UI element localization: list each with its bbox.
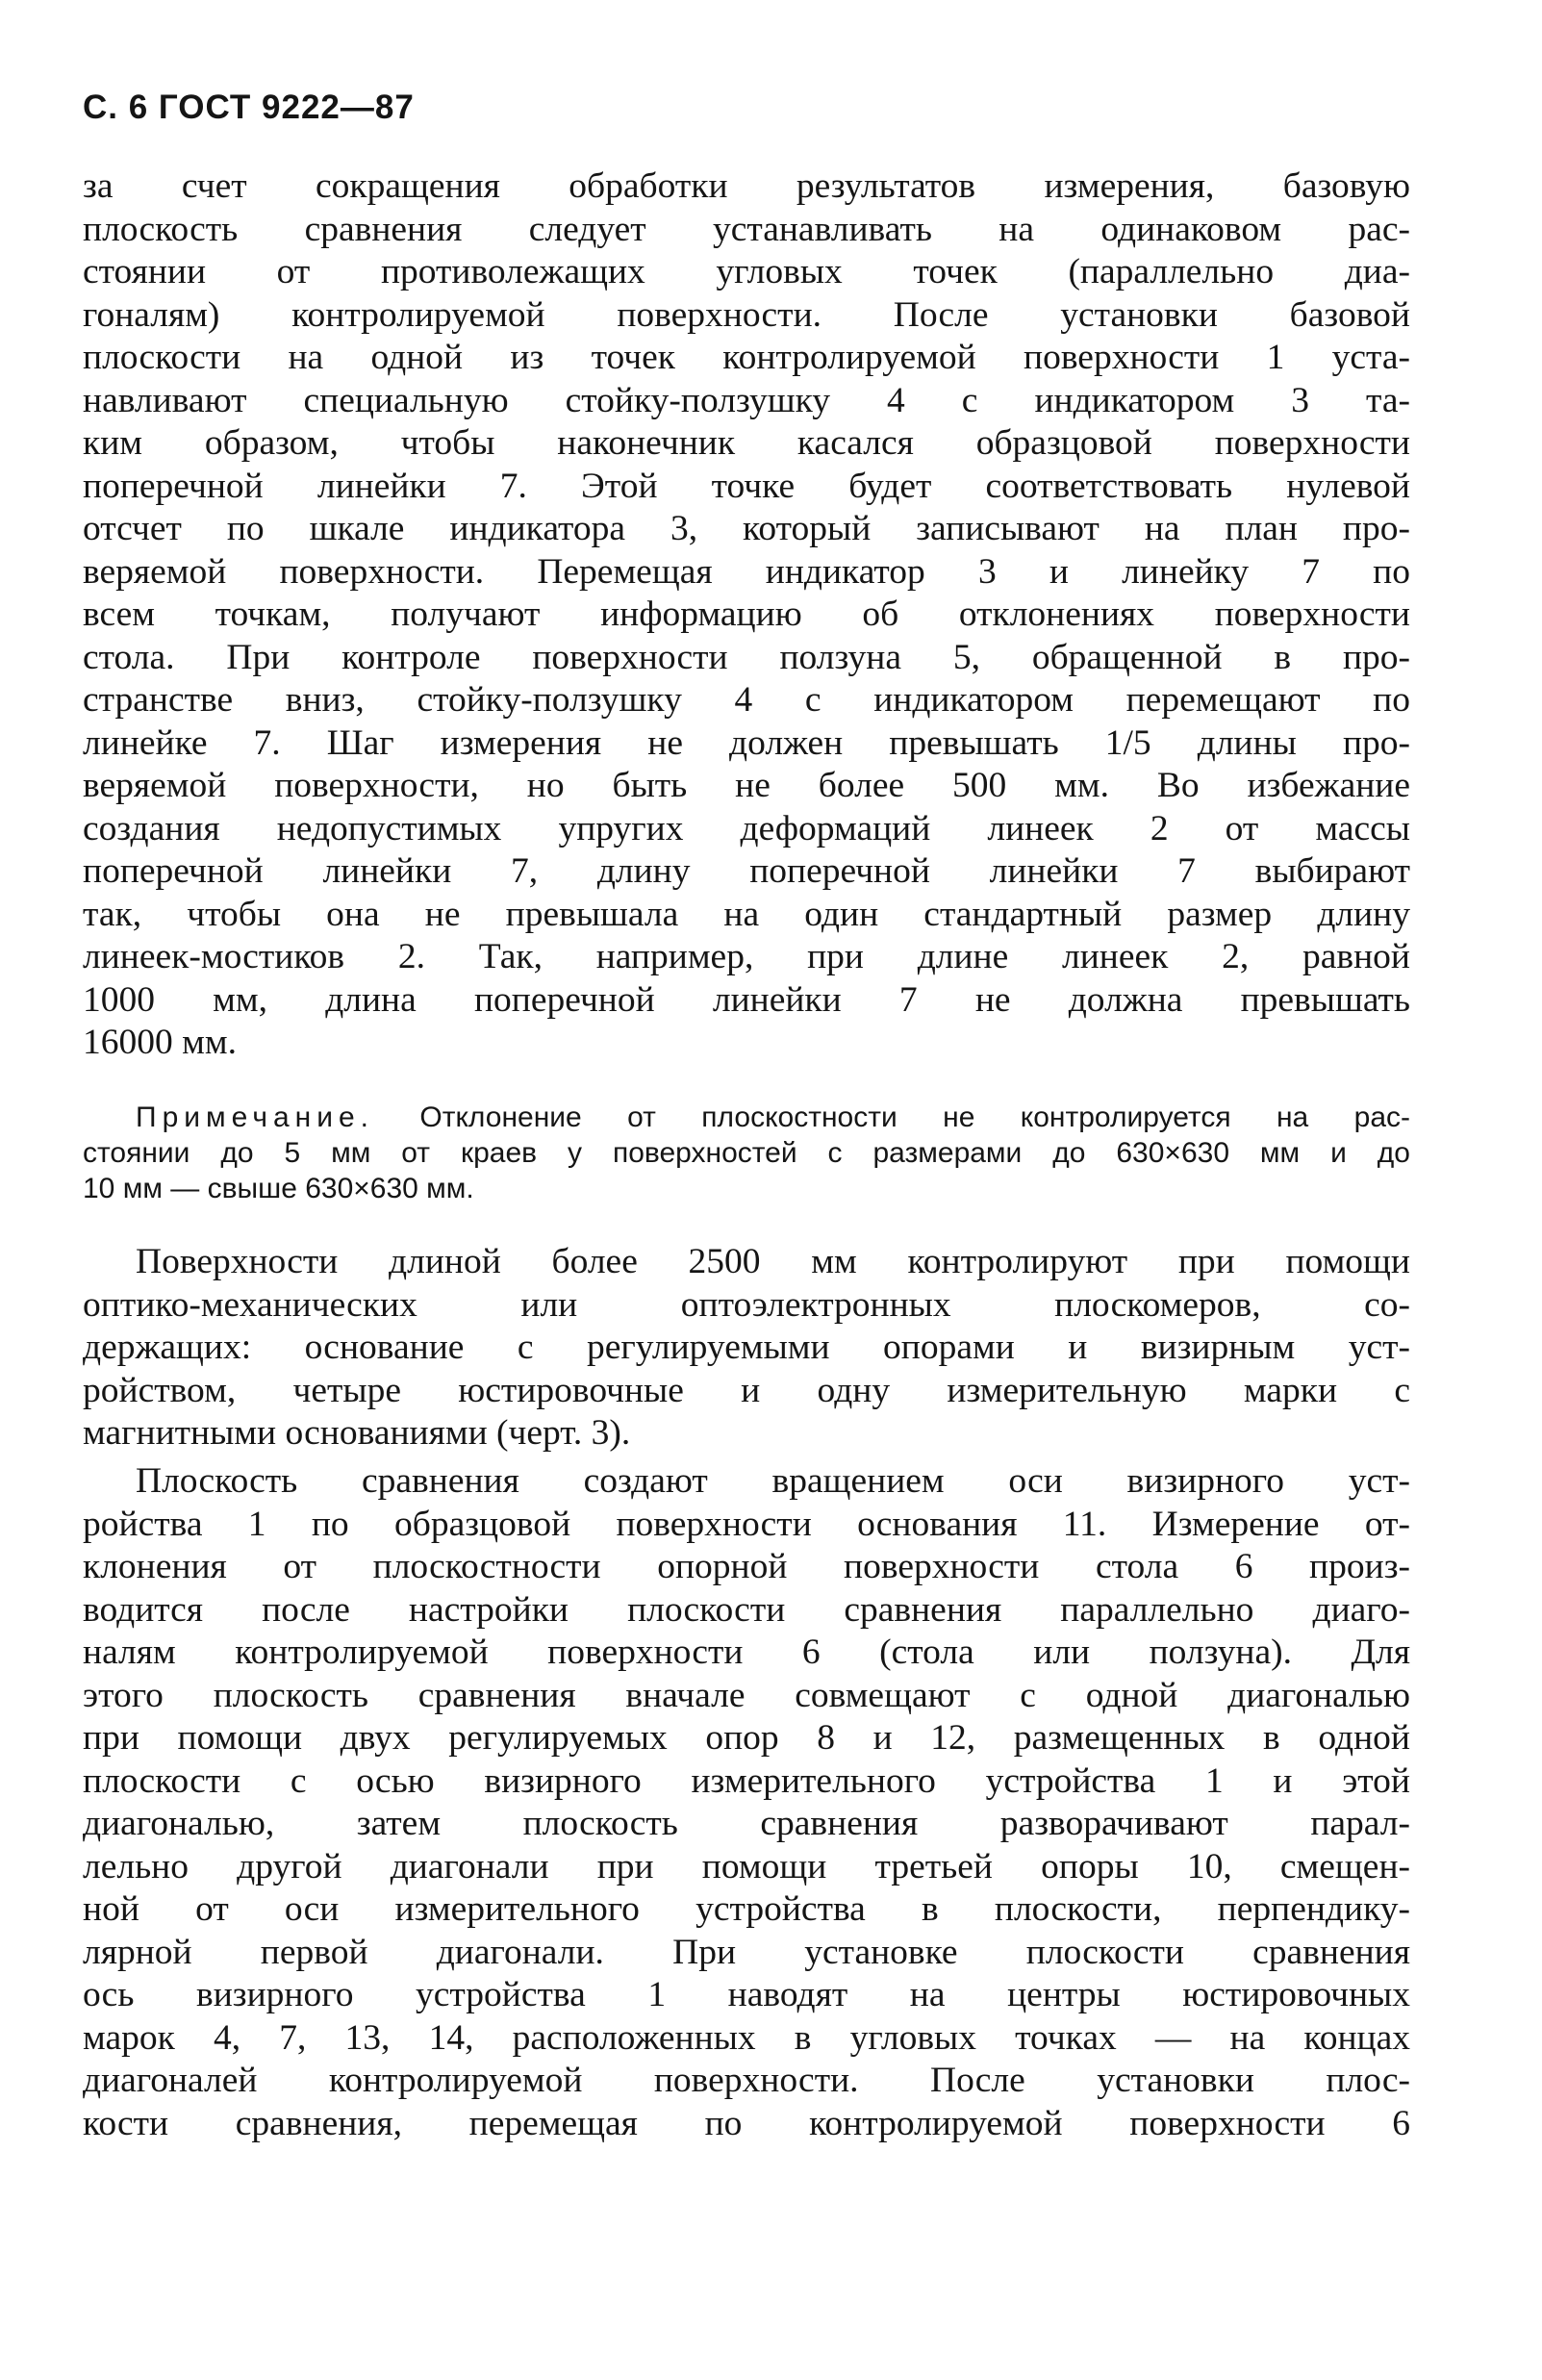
text-line: ройства 1 по образцовой поверхности основания 11. Измерение от- [83,1504,1410,1544]
note-block [83,1100,1410,1206]
paragraph-2 [83,1241,1410,1456]
text-line: гоналям) контролируемой поверхности. После установки базовой [83,294,1410,335]
text-line: стола. При контроле поверхности ползуна 5, обращенной в про- [83,637,1410,677]
text-line: диагональю, затем плоскость сравнения разворачивают парал- [83,1804,1410,1843]
text-line: держащих: основание с регулируемыми опорами и визирным уст- [83,1328,1410,1367]
text-line: плоскость сравнения следует устанавливать на одинаковом рас- [83,209,1410,249]
text-line: стоянии от противолежащих угловых точек (параллельно диа- [83,252,1410,291]
text-line: линеек-мостиков 2. Так, например, при длине линеек 2, равной [83,937,1410,976]
text-line: поперечной линейки 7. Этой точке будет соответствовать нулевой [83,466,1410,506]
text-line: создания недопустимых упругих деформаций линеек 2 от массы [83,808,1410,848]
text-line-content: Плоскость сравнения создают вращением оси визирного уст- [136,1461,1410,1501]
text-line: 16000 мм. [83,1023,237,1062]
text-line: 1000 мм, длина поперечной линейки 7 не должна превышать [83,979,1410,1020]
text-line: при помощи двух регулируемых опор 8 и 12, размещенных в одной [83,1718,1410,1758]
text-line: марок 4, 7, 13, 14, расположенных в угловых точках — на концах [83,2017,1410,2058]
paragraph-1 [83,165,1410,1065]
text-line-content: Поверхности длиной более 2500 мм контролируют при помощи [136,1242,1410,1281]
note-line: стоянии до 5 мм от краев у поверхностей с размерами до 630×630 мм и до [83,1137,1410,1169]
note-line: 10 мм — свыше 630×630 мм. [83,1173,474,1204]
note-text: Отклонение от плоскостности не контролируется на рас- [373,1101,1410,1133]
text-line: лельно другой диагонали при помощи третьей опоры 10, смещен- [83,1846,1410,1886]
text-line: ким образом, чтобы наконечник касался образцовой поверхности [83,423,1410,463]
text-line: так, чтобы она не превышала на один стандартный размер длину [83,894,1410,934]
text-line: всем точкам, получают информацию об отклонениях поверхности [83,595,1410,634]
text-line: отсчет по шкале индикатора 3, который записывают на план про- [83,509,1410,548]
text-line: магнитными основаниями (черт. 3). [83,1413,631,1453]
text-line: ось визирного устройства 1 наводят на центры юстировочных [83,1975,1410,2014]
text-line: за счет сокращения обработки результатов измерения, базовую [83,166,1410,206]
note-line [83,1100,1410,1135]
text-line: линейке 7. Шаг измерения не должен превышать 1/5 длины про- [83,722,1410,763]
text-line: клонения от плоскостности опорной поверхности стола 6 произ- [83,1547,1410,1586]
text-line: налям контролируемой поверхности 6 (стола или ползуна). Для [83,1633,1410,1672]
text-line: кости сравнения, перемещая по контролируемой поверхности 6 [83,2103,1410,2143]
text-line [83,1241,1410,1284]
page-header: С. 6 ГОСТ 9222—87 [83,89,415,126]
text-line: водится после настройки плоскости сравнения параллельно диаго- [83,1589,1410,1630]
text-line [83,1460,1410,1504]
text-line: навливают специальную стойку-ползушку 4 с индикатором 3 та- [83,380,1410,420]
text-line: веряемой поверхности. Перемещая индикатор 3 и линейку 7 по [83,551,1410,592]
text-line: лярной первой диагонали. При установке плоскости сравнения [83,1932,1410,1972]
text-line: странстве вниз, стойку-ползушку 4 с индикатором перемещают по [83,680,1410,720]
text-line: плоскости с осью визирного измерительного устройства 1 и этой [83,1760,1410,1801]
text-line: диагоналей контролируемой поверхности. После установки плос- [83,2061,1410,2100]
text-line: плоскости на одной из точек контролируемой поверхности 1 уста- [83,338,1410,377]
text-line: поперечной линейки 7, длину поперечной линейки 7 выбирают [83,851,1410,891]
note-label: Примечание. [136,1101,374,1133]
text-line: веряемой поверхности, но быть не более 500 мм. Во избежание [83,766,1410,805]
paragraph-3 [83,1460,1410,2145]
text-line: оптико-механических или оптоэлектронных плоскомеров, со- [83,1284,1410,1325]
text-line: ройством, четыре юстировочные и одну измерительную марки с [83,1370,1410,1410]
text-line: ной от оси измерительного устройства в плоскости, перпендику- [83,1889,1410,1929]
text-line: этого плоскость сравнения вначале совмещают с одной диагональю [83,1675,1410,1715]
